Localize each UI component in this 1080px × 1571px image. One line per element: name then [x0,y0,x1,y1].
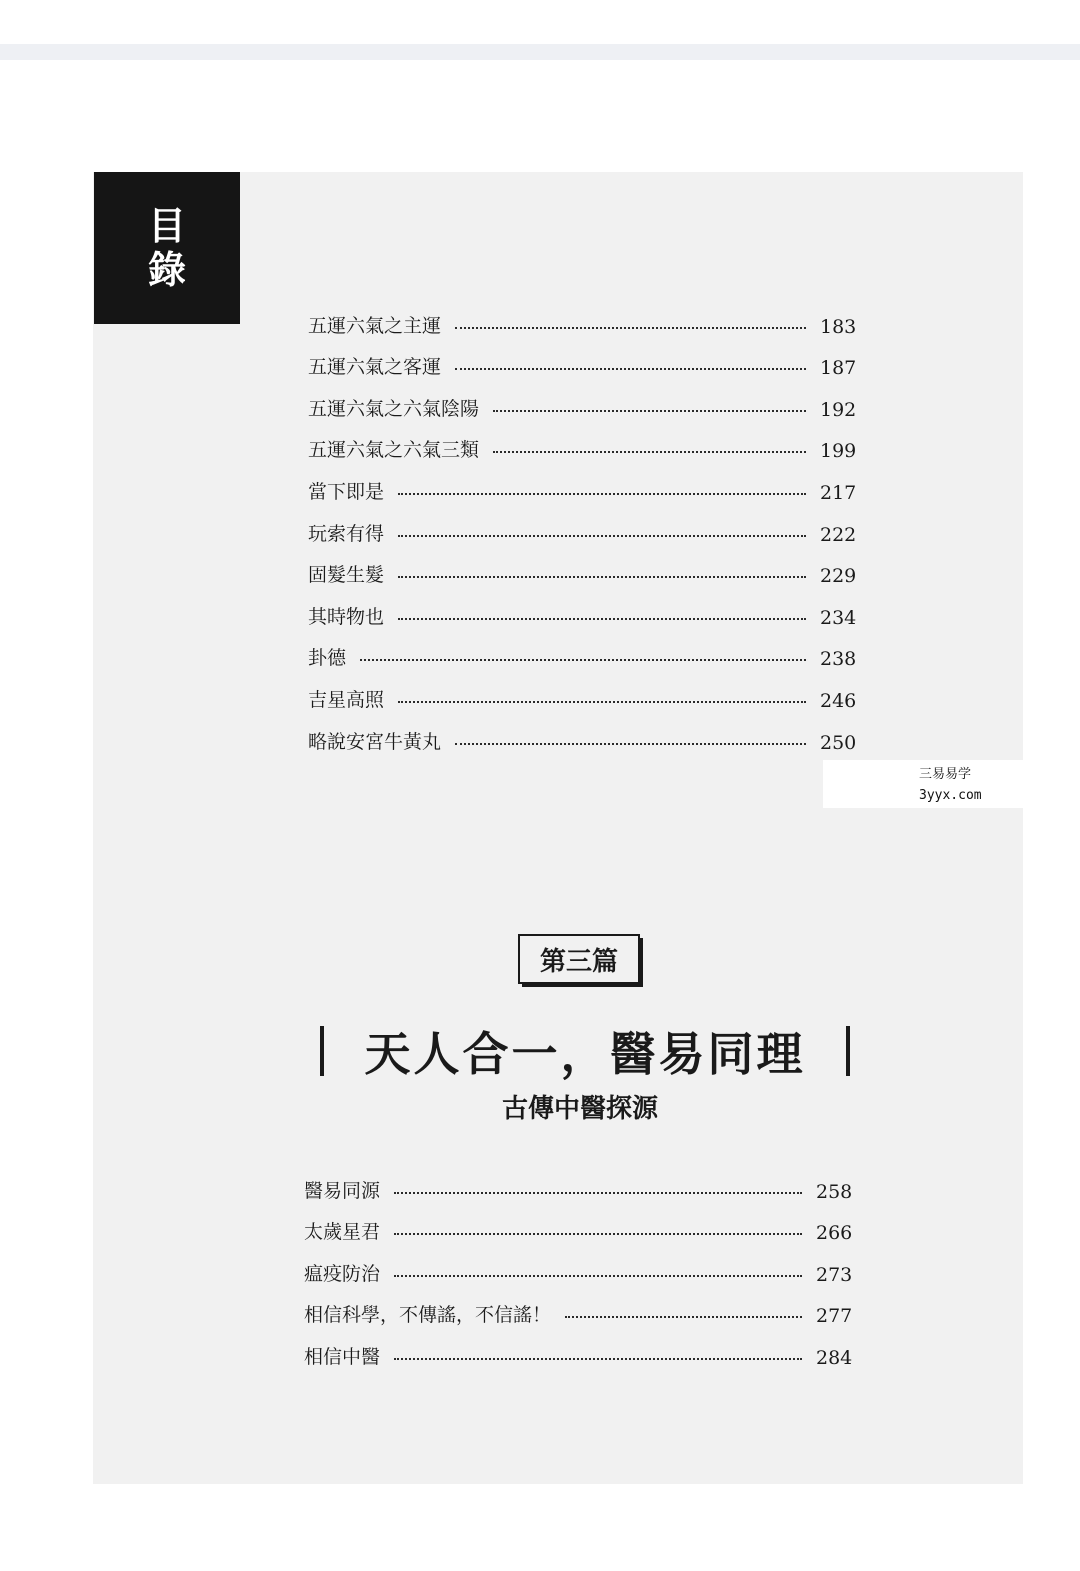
leader-dots [398,701,806,703]
toc-entry[interactable] [304,1286,856,1328]
toc-entry-title: 醫易同源 [304,1179,381,1202]
leader-dots [565,1316,802,1318]
toc-entry-page: 183 [820,315,857,338]
toc-entry-title: 瘟疫防治 [304,1262,381,1285]
contents-tab-char-2: 錄 [147,248,186,292]
leader-dots [398,493,806,495]
toc-entry-page: 284 [816,1346,853,1369]
toc-entry-page: 238 [820,648,857,671]
toc-entry-page: 217 [820,481,857,504]
toc-entry-page: 222 [820,523,857,546]
toc-entry-page: 187 [820,357,857,380]
toc-entry-title: 固髮生髮 [308,564,385,587]
toc-entry[interactable] [304,1244,856,1286]
toc-entry[interactable] [308,504,860,546]
toc-entry-page: 250 [820,731,857,754]
leader-dots [455,743,806,745]
watermark-url: 3yyx.com [919,788,982,803]
leader-dots [360,659,806,661]
leader-dots [394,1275,802,1277]
toc-entry[interactable] [308,462,860,504]
toc-entry-page: 234 [820,606,857,629]
toc-entry[interactable] [304,1203,856,1245]
toc-entry-page: 199 [820,440,857,463]
toc-entry-title: 五運六氣之主運 [308,314,442,337]
toc-entry[interactable] [308,338,860,380]
leader-dots [394,1192,802,1194]
top-strip [0,44,1080,60]
toc-entry-title: 當下即是 [308,480,385,503]
toc-entry-title: 五運六氣之六氣陰陽 [308,397,480,420]
leader-dots [398,618,806,620]
toc-list-part-2 [308,296,860,754]
leader-dots [493,410,806,412]
watermark-name: 三易易学 [919,767,972,782]
toc-entry-page: 258 [816,1180,853,1203]
contents-tab [94,172,240,324]
toc-entry-title: 吉星高照 [308,688,385,711]
toc-entry-page: 229 [820,565,857,588]
title-bar-left [320,1026,324,1076]
leader-dots [455,327,806,329]
part-label: 第三篇 [518,934,640,984]
toc-entry[interactable] [308,712,860,754]
toc-entry-title: 其時物也 [308,605,385,628]
toc-entry[interactable] [308,546,860,588]
toc-entry[interactable] [308,421,860,463]
part-title-block [320,1018,850,1084]
toc-entry[interactable] [308,629,860,671]
leader-dots [398,535,806,537]
toc-entry[interactable] [308,296,860,338]
title-bar-right [846,1026,850,1076]
leader-dots [394,1358,802,1360]
toc-entry-title: 太歲星君 [304,1221,381,1244]
toc-entry[interactable] [308,670,860,712]
toc-entry[interactable] [304,1327,856,1369]
leader-dots [493,451,806,453]
toc-entry[interactable] [308,379,860,421]
leader-dots [398,576,806,578]
toc-list-part-3 [304,1161,856,1369]
toc-entry[interactable] [304,1161,856,1203]
toc-entry-title: 相信中醫 [304,1345,381,1368]
site-watermark [823,760,1023,808]
toc-entry-page: 277 [816,1305,853,1328]
toc-entry-page: 273 [816,1263,853,1286]
toc-entry-title: 玩索有得 [308,522,385,545]
leader-dots [455,368,806,370]
toc-entry[interactable] [308,587,860,629]
leader-dots [394,1233,802,1235]
contents-tab-char-1: 目 [147,204,186,248]
toc-entry-title: 五運六氣之客運 [308,356,442,379]
toc-entry-title: 略說安宮牛黃丸 [308,730,442,753]
toc-entry-title: 五運六氣之六氣三類 [308,439,480,462]
toc-entry-page: 246 [820,689,857,712]
toc-entry-page: 192 [820,398,857,421]
toc-entry-page: 266 [816,1222,853,1245]
toc-entry-title: 相信科學，不傳謠，不信謠！ [304,1304,552,1327]
part-title: 天人合一，醫易同理 [364,1027,806,1081]
part-subtitle: 古傳中醫探源 [501,1094,658,1124]
toc-entry-title: 卦德 [308,647,347,670]
